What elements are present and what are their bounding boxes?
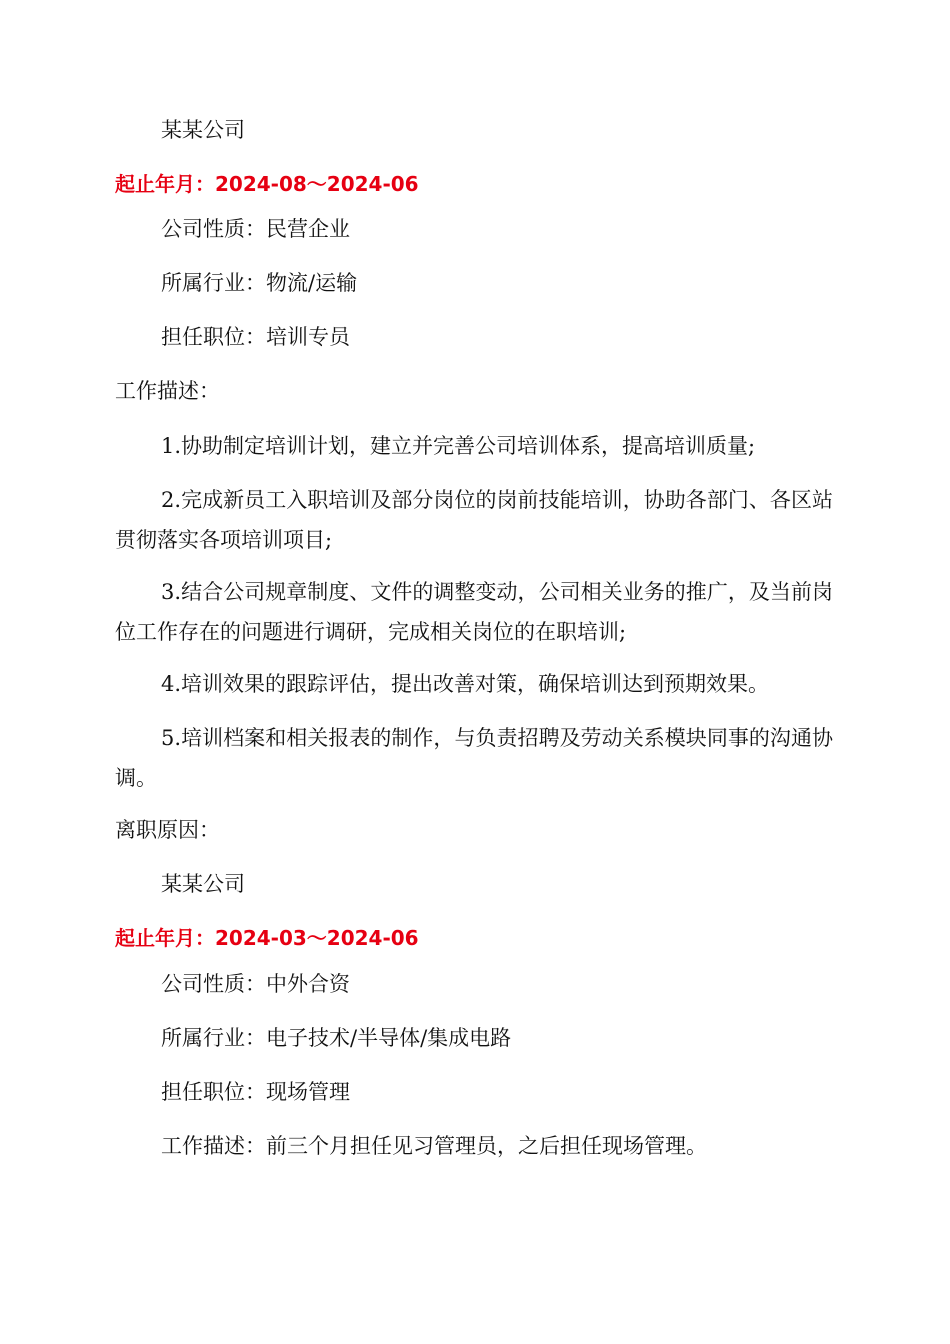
job1-period: 起止年月：2024-08～2024-06 (115, 172, 419, 196)
job2-position: 担任职位：现场管理 (161, 1080, 350, 1104)
job2-period: 起止年月：2024-03～2024-06 (115, 926, 419, 950)
job1-duty-3: 3.结合公司规章制度、文件的调整变动，公司相关业务的推广，及当前岗位工作存在的问题进行调研，完成相关岗位的在职培训; (115, 580, 833, 644)
job1-industry: 所属行业：物流/运输 (161, 271, 358, 295)
job1-description-label: 工作描述： (115, 379, 220, 403)
job1-position: 担任职位：培训专员 (161, 325, 350, 349)
job1-duty-1: 1.协助制定培训计划，建立并完善公司培训体系，提高培训质量; (161, 434, 756, 458)
job2-company: 某某公司 (161, 872, 245, 896)
job1-company: 某某公司 (161, 118, 245, 142)
job1-nature: 公司性质：民营企业 (161, 217, 350, 241)
job1-duty-4: 4.培训效果的跟踪评估，提出改善对策，确保培训达到预期效果。 (161, 672, 770, 696)
job1-leave-reason-label: 离职原因： (115, 818, 220, 842)
job2-nature: 公司性质：中外合资 (161, 972, 350, 996)
job1-duty-2: 2.完成新员工入职培训及部分岗位的岗前技能培训，协助各部门、各区站贯彻落实各项培训项目; (115, 488, 833, 552)
job2-description: 工作描述：前三个月担任见习管理员，之后担任现场管理。 (161, 1134, 707, 1158)
job2-industry: 所属行业：电子技术/半导体/集成电路 (161, 1026, 512, 1050)
job1-duty-5: 5.培训档案和相关报表的制作，与负责招聘及劳动关系模块同事的沟通协调。 (115, 726, 833, 790)
